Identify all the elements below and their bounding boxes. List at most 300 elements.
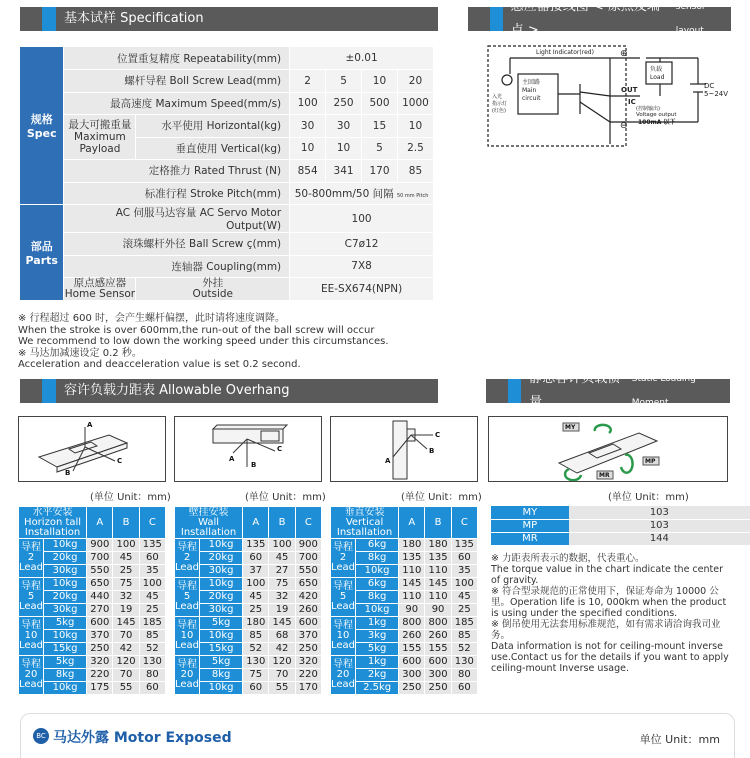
value-cell: 420 <box>295 591 321 604</box>
value-cell: 120 <box>113 656 139 669</box>
lead-value: 5 <box>326 70 362 93</box>
lead-value: 2 <box>290 70 326 93</box>
value-cell: 320 <box>295 656 321 669</box>
speed-value: 250 <box>326 92 362 115</box>
header-accent <box>42 379 56 403</box>
stroke-value: 50-800mm/50 间隔 50 mm Pitch <box>290 182 434 205</box>
value-cell: 300 <box>425 669 451 682</box>
motor-exposed-title: 马达外露 Motor Exposed <box>53 730 232 746</box>
value-cell: 37 <box>243 565 269 578</box>
value-cell: 300 <box>399 669 425 682</box>
motor-value: 100 <box>290 205 434 233</box>
value-cell: 35 <box>451 565 477 578</box>
bc-badge-icon: BC <box>33 728 49 744</box>
table-row <box>331 539 478 552</box>
static-header <box>486 371 730 410</box>
moment-value: 144 <box>569 532 750 545</box>
moment-key: MY <box>491 506 569 519</box>
wall-install-drawing <box>175 417 321 481</box>
value-cell: 100 <box>139 578 165 591</box>
vertical-install-drawing <box>331 417 477 481</box>
moment-label-mp: MP <box>645 458 656 465</box>
column-header: C <box>451 507 477 539</box>
load-cell: 30kg <box>44 604 87 617</box>
speed-value: 500 <box>362 92 398 115</box>
lead-group: 导程 5 Lead <box>331 578 356 617</box>
value-cell: 52 <box>243 643 269 656</box>
value-cell: 145 <box>113 617 139 630</box>
dc-label: DC <box>704 82 715 90</box>
table-row <box>19 656 166 669</box>
footer-unit: 单位 Unit：mm <box>639 733 720 746</box>
value-cell: 55 <box>269 682 295 695</box>
value-cell: 45 <box>243 591 269 604</box>
value-cell: 60 <box>139 682 165 695</box>
value-cell: 85 <box>139 630 165 643</box>
value-cell: 110 <box>425 591 451 604</box>
spec-table <box>20 47 434 301</box>
value-cell: 75 <box>243 669 269 682</box>
value-cell: 52 <box>451 643 477 656</box>
unit-label: (单位 Unit：mm) <box>90 492 171 503</box>
value-cell: 900 <box>87 539 113 552</box>
value-cell: 250 <box>425 682 451 695</box>
header-accent <box>508 379 521 403</box>
table-head: 垂直安装 Vertical Installation <box>331 507 399 539</box>
value-cell: 52 <box>139 643 165 656</box>
lead-group: 导程 20 Lead <box>19 656 44 695</box>
value-cell: 145 <box>399 578 425 591</box>
table-row <box>331 617 478 630</box>
spec-title: 基本试样 Specification <box>64 11 204 26</box>
value-cell: 45 <box>139 591 165 604</box>
value-cell: 19 <box>269 604 295 617</box>
value-cell: 60 <box>243 682 269 695</box>
moment-key: MP <box>491 519 569 532</box>
sensor-position: 外挂 Outside <box>136 278 290 301</box>
axis-label-a: A <box>87 421 93 429</box>
value-cell: 170 <box>295 682 321 695</box>
plus-terminal: ⊕ <box>620 49 628 59</box>
note-line: ※ 符合型录规范的正常使用下，保证寿命为 10000 公里。Operation life is 10, 000km when the product is using under the specified conditions. <box>491 586 727 619</box>
table-row <box>19 539 166 552</box>
vertical-value: 10 <box>326 137 362 160</box>
table-row <box>19 578 166 591</box>
value-cell: 25 <box>243 604 269 617</box>
horizontal-value: 15 <box>362 115 398 138</box>
static-subtitle: Static Loading Moment <box>631 374 696 408</box>
lead-value: 10 <box>362 70 398 93</box>
value-cell: 85 <box>243 630 269 643</box>
value-cell: 650 <box>87 578 113 591</box>
load-cell: 6kg <box>356 539 399 552</box>
moment-notes <box>491 553 731 674</box>
thrust-value: 341 <box>326 160 362 183</box>
value-cell: 70 <box>269 669 295 682</box>
table-row <box>331 578 478 591</box>
note-line: When the stroke is over 600mm,the run-out of the ball screw will occur <box>18 324 375 336</box>
value-cell: 85 <box>451 630 477 643</box>
repeatability-value: ±0.01 <box>290 47 434 70</box>
speed-label: 最高速度 Maximum Speed(mm/s) <box>64 92 290 115</box>
value-cell: 135 <box>425 552 451 565</box>
load-cell: 10kg <box>44 630 87 643</box>
moment-value: 103 <box>569 506 750 519</box>
speed-value: 1000 <box>397 92 433 115</box>
value-cell: 110 <box>399 591 425 604</box>
axis-label-b: B <box>65 469 71 477</box>
load-cell: 5kg <box>44 617 87 630</box>
lead-label: 螺杆导程 Boll Screw Lead(mm) <box>64 70 290 93</box>
lead-group: 导程 2 Lead <box>331 539 356 578</box>
lead-group: 导程 10 Lead <box>175 617 200 656</box>
vertical-overhang-table <box>330 506 478 695</box>
out-label: OUT <box>621 86 638 94</box>
table-row <box>175 539 322 552</box>
sensor-circuit-diagram <box>480 44 738 152</box>
motor-label: AC 伺服马达容量 AC Servo Motor Output(W) <box>64 205 290 233</box>
value-cell: 42 <box>269 643 295 656</box>
value-cell: 135 <box>451 539 477 552</box>
value-cell: 135 <box>399 552 425 565</box>
payload-label: 最大可搬重量 Maximum Payload <box>64 115 136 160</box>
thrust-value: 85 <box>397 160 433 183</box>
value-cell: 145 <box>425 578 451 591</box>
unit-label: (单位 Unit：mm) <box>608 492 689 503</box>
value-cell: 145 <box>269 617 295 630</box>
value-cell: 135 <box>243 539 269 552</box>
value-cell: 800 <box>425 617 451 630</box>
horizontal-install-drawing <box>19 417 165 481</box>
value-cell: 68 <box>269 630 295 643</box>
horizontal-value: 30 <box>326 115 362 138</box>
horizontal-figure <box>18 416 166 482</box>
value-cell: 25 <box>139 604 165 617</box>
minus-terminal: ⊖ <box>620 121 628 131</box>
table-row <box>175 578 322 591</box>
value-cell: 45 <box>451 591 477 604</box>
value-cell: 90 <box>425 604 451 617</box>
note-line: ※ 马达加减速设定 0.2 秒。 <box>18 347 142 359</box>
vertical-value: 2.5 <box>397 137 433 160</box>
lead-group: 导程 2 Lead <box>175 539 200 578</box>
lead-group: 导程 20 Lead <box>175 656 200 695</box>
value-cell: 600 <box>425 656 451 669</box>
value-cell: 27 <box>269 565 295 578</box>
load-cn: 负载 <box>650 66 663 73</box>
horizontal-overhang-table <box>18 506 166 695</box>
vo-cn: (控制输出) <box>636 106 660 112</box>
value-cell: 155 <box>399 643 425 656</box>
main-circuit-en: circuit <box>522 95 541 102</box>
vo-en: Voltage output <box>636 112 677 118</box>
overhang-title: 容许负载力距表 Allowable Overhang <box>64 383 290 398</box>
value-cell: 70 <box>113 630 139 643</box>
moment-drawing <box>489 417 727 481</box>
thrust-label: 定格推力 Rated Thrust (N) <box>64 160 290 183</box>
load-cell: 15kg <box>44 643 87 656</box>
value-cell: 180 <box>243 617 269 630</box>
lead-group: 导程 10 Lead <box>331 617 356 656</box>
value-cell: 220 <box>87 669 113 682</box>
value-cell: 80 <box>139 669 165 682</box>
load-cell: 10kg <box>44 539 87 552</box>
stroke-note: 50 mm Pitch <box>396 192 429 199</box>
unit-label: (单位 Unit：mm) <box>245 492 326 503</box>
vertical-value: 10 <box>290 137 326 160</box>
value-cell: 600 <box>295 617 321 630</box>
horizontal-value: 10 <box>397 115 433 138</box>
axis-label-b: B <box>251 461 257 469</box>
note-line: ※ 行程超过 600 时，会产生螺杆偏摆，此时请将速度调降。 <box>18 313 286 324</box>
value-cell: 75 <box>269 578 295 591</box>
value-cell: 35 <box>139 565 165 578</box>
value-cell: 220 <box>295 669 321 682</box>
thrust-value: 854 <box>290 160 326 183</box>
column-header: C <box>139 507 165 539</box>
note-line: We recommend to low down the working speed under this circumstances. <box>18 336 389 347</box>
lead-group: 导程 5 Lead <box>175 578 200 617</box>
load-cell: 2kg <box>356 669 399 682</box>
value-cell: 135 <box>139 539 165 552</box>
lead-value: 20 <box>397 70 433 93</box>
value-cell: 600 <box>399 656 425 669</box>
stroke-label: 标准行程 Stroke Pitch(mm) <box>64 182 290 205</box>
load-cell: 10kg <box>200 539 243 552</box>
load-cell: 1kg <box>356 656 399 669</box>
value-cell: 25 <box>113 565 139 578</box>
table-row <box>175 656 322 669</box>
in-light-cn: 指示灯 <box>492 101 508 107</box>
load-cell: 5kg <box>356 643 399 656</box>
value-cell: 60 <box>243 552 269 565</box>
overhang-header <box>20 379 438 403</box>
wall-overhang-table <box>174 506 322 695</box>
note-line: ※ 倒吊使用无法套用标准规范，如有需求请洽询我司业务。 <box>491 619 721 641</box>
value-cell: 250 <box>295 643 321 656</box>
value-cell: 180 <box>399 539 425 552</box>
load-cell: 10kg <box>44 578 87 591</box>
value-cell: 185 <box>451 617 477 630</box>
spec-header <box>20 7 438 31</box>
load-cell: 6kg <box>356 578 399 591</box>
column-header: A <box>399 507 425 539</box>
value-cell: 110 <box>399 565 425 578</box>
group-spec: 规格 Spec <box>20 47 64 205</box>
horizontal-label: 水平使用 Horizontal(kg) <box>136 115 290 138</box>
header-accent <box>490 7 503 31</box>
value-cell: 42 <box>113 643 139 656</box>
value-cell: 55 <box>113 682 139 695</box>
value-cell: 130 <box>451 656 477 669</box>
table-head: 水平安装 Horizon tall Installation <box>19 507 87 539</box>
load-cell: 20kg <box>200 591 243 604</box>
value-cell: 110 <box>425 565 451 578</box>
table-row <box>19 617 166 630</box>
value-cell: 130 <box>139 656 165 669</box>
value-cell: 700 <box>87 552 113 565</box>
moment-figure <box>488 416 728 482</box>
value-cell: 260 <box>399 630 425 643</box>
axis-label-c: C <box>435 431 441 439</box>
value-cell: 270 <box>87 604 113 617</box>
coupling-label: 连轴器 Coupling(mm) <box>64 255 290 278</box>
unit-label: (单位 Unit：mm) <box>401 492 482 503</box>
note-line: Data information is not for ceiling-mount inverse use.Contact us for the details if you want to apply ceiling-mount Inverse usage. <box>491 641 729 674</box>
value-cell: 550 <box>295 565 321 578</box>
load-cell: 15kg <box>200 643 243 656</box>
value-cell: 100 <box>269 539 295 552</box>
table-row <box>331 656 478 669</box>
load-cell: 5kg <box>44 656 87 669</box>
load-cell: 20kg <box>44 552 87 565</box>
value-cell: 60 <box>139 552 165 565</box>
value-cell: 70 <box>113 669 139 682</box>
wall-figure <box>174 416 322 482</box>
axis-label-b: B <box>429 447 435 455</box>
value-cell: 320 <box>87 656 113 669</box>
load-cell: 5kg <box>200 656 243 669</box>
value-cell: 60 <box>451 682 477 695</box>
value-cell: 45 <box>269 552 295 565</box>
value-cell: 900 <box>295 539 321 552</box>
load-en: Load <box>650 74 665 81</box>
value-cell: 260 <box>295 604 321 617</box>
sensor-title: 感应器接线图 < 原点及端点 > <box>510 0 660 38</box>
repeatability-label: 位置重复精度 Repeatability(mm) <box>64 47 290 70</box>
value-cell: 600 <box>87 617 113 630</box>
value-cell: 32 <box>269 591 295 604</box>
value-cell: 19 <box>113 604 139 617</box>
value-cell: 250 <box>399 682 425 695</box>
axis-label-a: A <box>385 457 391 465</box>
note-line: Acceleration and deacceleration value is set 0.2 second. <box>18 359 301 370</box>
main-circuit-cn: 主回路 <box>522 79 541 86</box>
value-cell: 130 <box>243 656 269 669</box>
value-cell: 45 <box>113 552 139 565</box>
value-cell: 100 <box>113 539 139 552</box>
load-cell: 10kg <box>356 604 399 617</box>
value-cell: 700 <box>295 552 321 565</box>
sensor-subtitle: sensor layout <box>675 2 706 36</box>
vo-value: 100mA 以下 <box>638 119 676 126</box>
load-cell: 20kg <box>44 591 87 604</box>
lead-group: 导程 2 Lead <box>19 539 44 578</box>
coupling-value: 7X8 <box>290 255 434 278</box>
load-cell: 2.5kg <box>356 682 399 695</box>
value-cell: 75 <box>113 578 139 591</box>
load-cell: 3kg <box>356 630 399 643</box>
load-cell: 8kg <box>44 669 87 682</box>
spec-notes <box>18 313 389 371</box>
load-cell: 30kg <box>200 565 243 578</box>
column-header: A <box>243 507 269 539</box>
load-cell: 1kg <box>356 617 399 630</box>
note-line: The torque value in the chart indicate the center of gravity. <box>491 564 723 586</box>
screw-value: C7ø12 <box>290 233 434 256</box>
main-circuit-en: Main <box>522 87 537 94</box>
value-cell: 100 <box>451 578 477 591</box>
moment-key: MR <box>491 532 569 545</box>
load-cell: 10kg <box>200 630 243 643</box>
value-cell: 90 <box>399 604 425 617</box>
value-cell: 175 <box>87 682 113 695</box>
column-header: B <box>269 507 295 539</box>
vertical-figure <box>330 416 478 482</box>
static-moment-table <box>491 506 750 546</box>
axis-label-c: C <box>277 445 283 453</box>
header-accent <box>42 7 56 31</box>
speed-value: 100 <box>290 92 326 115</box>
moment-label-my: MY <box>565 424 576 431</box>
value-cell: 440 <box>87 591 113 604</box>
value-cell: 250 <box>87 643 113 656</box>
load-cell: 5kg <box>200 617 243 630</box>
table-row <box>175 617 322 630</box>
note-line: ※ 力距表所表示的数据，代表重心。 <box>491 553 645 564</box>
value-cell: 650 <box>295 578 321 591</box>
column-header: B <box>113 507 139 539</box>
value-cell: 120 <box>269 656 295 669</box>
value-cell: 100 <box>243 578 269 591</box>
vertical-label: 垂直使用 Vertical(kg) <box>136 137 290 160</box>
value-cell: 800 <box>399 617 425 630</box>
load-cell: 30kg <box>200 604 243 617</box>
load-cell: 10kg <box>200 578 243 591</box>
value-cell: 32 <box>113 591 139 604</box>
load-cell: 8kg <box>200 669 243 682</box>
thrust-value: 170 <box>362 160 398 183</box>
static-title: 静态容许负载惯量 <box>529 371 621 410</box>
value-cell: 60 <box>451 552 477 565</box>
sensor-header <box>468 0 731 38</box>
column-header: A <box>87 507 113 539</box>
ic-label: IC <box>628 98 636 106</box>
vertical-value: 5 <box>362 137 398 160</box>
table-head: 壁挂安装 Wall Installation <box>175 507 243 539</box>
sensor-label: 原点感应器 Home Sensor <box>64 277 136 300</box>
load-cell: 8kg <box>356 591 399 604</box>
column-header: B <box>425 507 451 539</box>
in-light-cn: 入光 <box>492 94 503 100</box>
in-light-cn: (红色) <box>492 108 506 114</box>
value-cell: 260 <box>425 630 451 643</box>
load-cell: 30kg <box>44 565 87 578</box>
value-cell: 185 <box>139 617 165 630</box>
light-label: Light Indicator(red) <box>536 49 594 56</box>
lead-group: 导程 10 Lead <box>19 617 44 656</box>
lead-group: 导程 20 Lead <box>331 656 356 695</box>
column-header: C <box>295 507 321 539</box>
load-cell: 8kg <box>356 552 399 565</box>
value-cell: 155 <box>425 643 451 656</box>
value-cell: 370 <box>87 630 113 643</box>
axis-label-c: C <box>117 457 123 465</box>
lead-group: 导程 5 Lead <box>19 578 44 617</box>
horizontal-value: 30 <box>290 115 326 138</box>
value-cell: 80 <box>451 669 477 682</box>
load-cell: 10kg <box>44 682 87 695</box>
value-cell: 370 <box>295 630 321 643</box>
value-cell: 550 <box>87 565 113 578</box>
dc-voltage: 5~24V <box>704 90 729 98</box>
moment-label-mr: MR <box>599 472 610 479</box>
sensor-value: EE-SX674(NPN) <box>290 278 434 301</box>
load-cell: 20kg <box>200 552 243 565</box>
value-cell: 25 <box>451 604 477 617</box>
load-cell: 10kg <box>356 565 399 578</box>
motor-exposed-section <box>20 713 735 758</box>
